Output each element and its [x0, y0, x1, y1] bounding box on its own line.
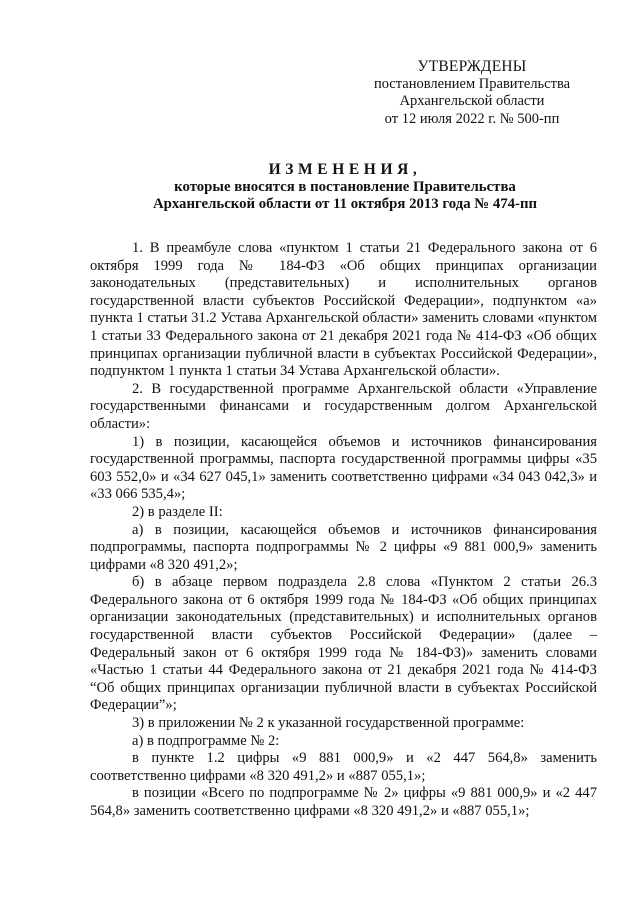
paragraph-7: 3) в приложении № 2 к указанной государственной программе: [132, 715, 525, 732]
document-title [90, 161, 600, 214]
document-body [90, 240, 597, 821]
paragraph-4: 2) в разделе II: [132, 503, 223, 520]
title-main: ИЗМЕНЕНИЯ, [268, 161, 422, 178]
approval-stamp-block [360, 58, 584, 128]
approval-line-2: Архангельской области [399, 93, 545, 109]
paragraph-9: в пункте 1.2 цифры «9 881 000,9» и «2 447 564,8» заменить соответственно цифрами «8 320 491,2» и «887 055,1»; [90, 750, 597, 784]
paragraph-10: в позиции «Всего по подпрограмме № 2» цифры «9 881 000,9» и «2 447 564,8» заменить соответственно цифрами «8 320 491,2» и «887 055,1»; [90, 785, 597, 819]
paragraph-3: 1) в позиции, касающейся объемов и источников финансирования государственной программы, паспорта государственной программы цифры «35 603 552,0» и «34 627 045,1» заменить соответственно цифрами «34 043 042,3» и «33 066 535,4»; [90, 433, 597, 503]
paragraph-5: а) в позиции, касающейся объемов и источников финансирования подпрограммы, паспорта подпрограммы № 2 цифры «9 881 000,9» заменить цифрами «8 320 491,2»; [90, 521, 597, 573]
paragraph-8: а) в подпрограмме № 2: [132, 732, 280, 749]
paragraph-1: 1. В преамбуле слова «пунктом 1 статьи 21 Федерального закона от 6 октября 1999 года № 184-ФЗ «Об общих принципах организации законодательных (представительных) и исполнительных органов государственной власти субъектов Российской Федерации», подпунктом «а» пункта 1 статьи 31.2 Устава Архангельской области» заменить словами «пунктом 1 статьи 33 Федерального закона от 21 декабря 2021 года № 414-ФЗ «Об общих принципах организации публичной власти в субъектах Российской Федерации», подпунктом 1 пункта 1 статьи 34 Устава Архангельской области». [90, 240, 597, 380]
paragraph-2: 2. В государственной программе Архангельской области «Управление государственными финансами и государственным долгом Архангельской области»: [90, 380, 597, 432]
title-line-1: которые вносятся в постановление Правительства [174, 178, 516, 195]
title-line-2: Архангельской области от 11 октября 2013 года № 474-пп [152, 196, 538, 212]
paragraph-6: б) в абзаце первом подраздела 2.8 слова «Пунктом 2 статьи 26.3 Федерального закона от 6 октября 1999 года № 184-ФЗ «Об общих принципах организации законодательных (представительных) и исполнительных органов государственной власти субъектов Российской Федерации» (далее – Федеральный закон от 6 октября 1999 года № 184-ФЗ)» заменить словами «Частью 1 статьи 44 Федерального закона от 21 декабря 2021 года № 414-ФЗ “Об общих принципах организации публичной власти в субъектах Российской Федерации”»; [90, 574, 597, 714]
approval-line-1: постановлением Правительства [373, 75, 571, 92]
approval-line-3: от 12 июля 2022 г. № 500-пп [384, 110, 560, 127]
approval-heading: УТВЕРЖДЕНЫ [417, 58, 527, 75]
